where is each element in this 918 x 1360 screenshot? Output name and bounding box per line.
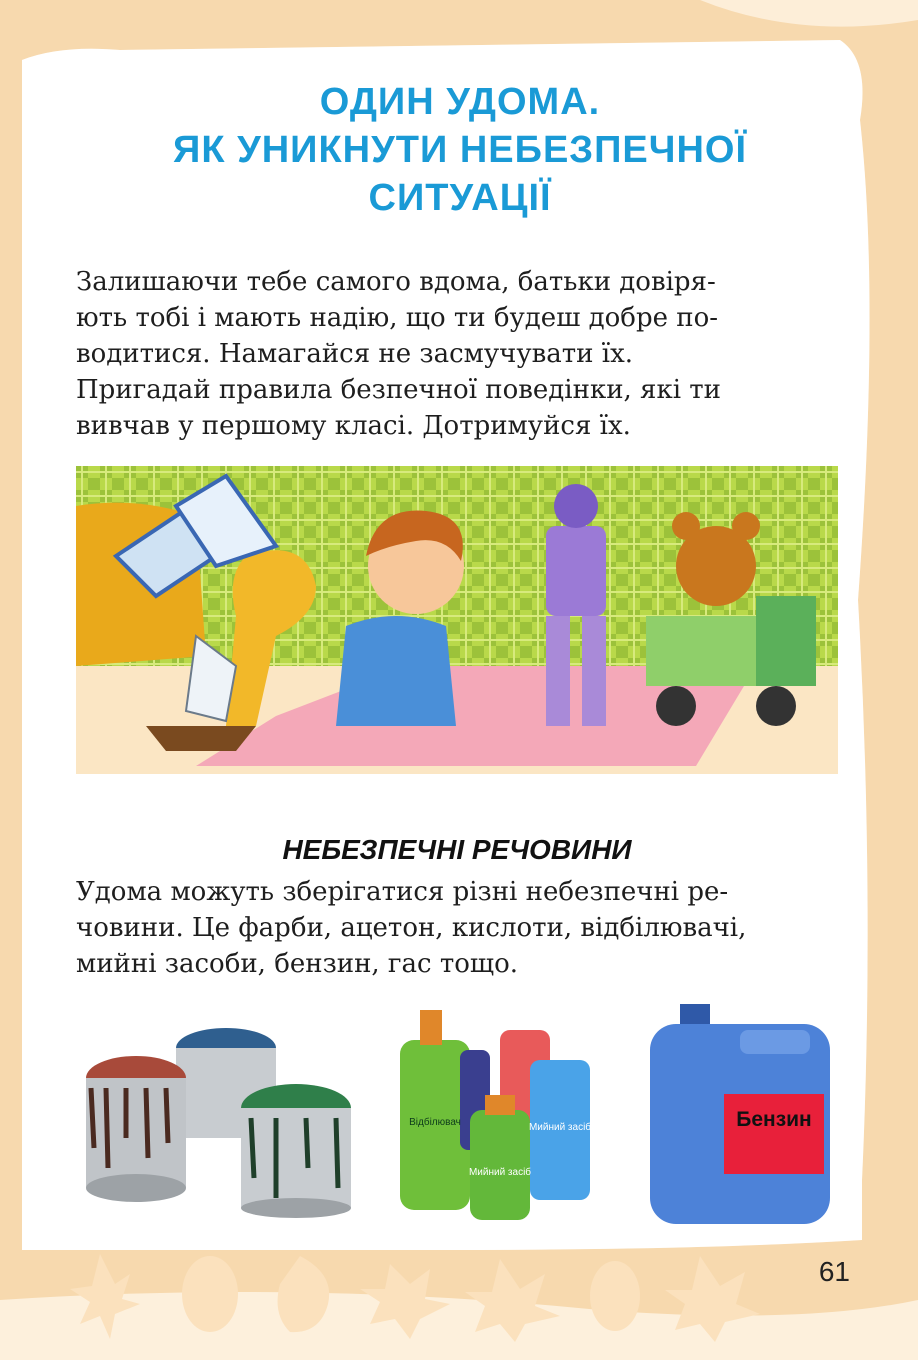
leaf-decorations — [60, 1244, 800, 1344]
intro-paragraph — [76, 264, 838, 444]
section-line: Удома можуть зберігатися різні небезпечні ре- — [76, 877, 729, 907]
bottle-label-1: Відбілювач — [409, 1117, 461, 1128]
section-paragraph — [76, 874, 838, 982]
canister-label: Бензин — [736, 1108, 812, 1131]
section-heading: НЕБЕЗПЕЧНІ РЕЧОВИНИ — [282, 834, 632, 865]
intro-line: Залишаючи тебе самого вдома, батьки довіря- — [76, 267, 716, 297]
title-line-1: ОДИН УДОМА. — [319, 81, 601, 123]
intro-line: вивчав у першому класі. Дотримуйся їх. — [76, 411, 631, 441]
title-line-2: ЯК УНИКНУТИ НЕБЕЗПЕЧНОЇ — [173, 129, 747, 171]
bottle-label-2: Мийний засіб — [468, 1167, 532, 1178]
page-number: 61 — [818, 1256, 850, 1287]
intro-line: ють тобі і мають надію, що ти будеш добре по- — [76, 303, 719, 333]
section-line: човини. Це фарби, ацетон, кислоти, відбілювачі, — [76, 913, 747, 943]
intro-line: водитися. Намагайся не засмучувати їх. — [76, 339, 634, 369]
page-title — [60, 78, 860, 222]
title-line-3: СИТУАЦІЇ — [368, 177, 552, 219]
paint-cans-image — [76, 1008, 376, 1218]
cleaning-bottles-image — [390, 1000, 620, 1230]
intro-line: Пригадай правила безпечної поведінки, які ти — [76, 375, 721, 405]
section-line: мийні засоби, бензин, гас тощо. — [76, 949, 519, 979]
child-playing-illustration — [76, 466, 838, 774]
bottle-label-3: Мийний засіб — [528, 1122, 592, 1133]
